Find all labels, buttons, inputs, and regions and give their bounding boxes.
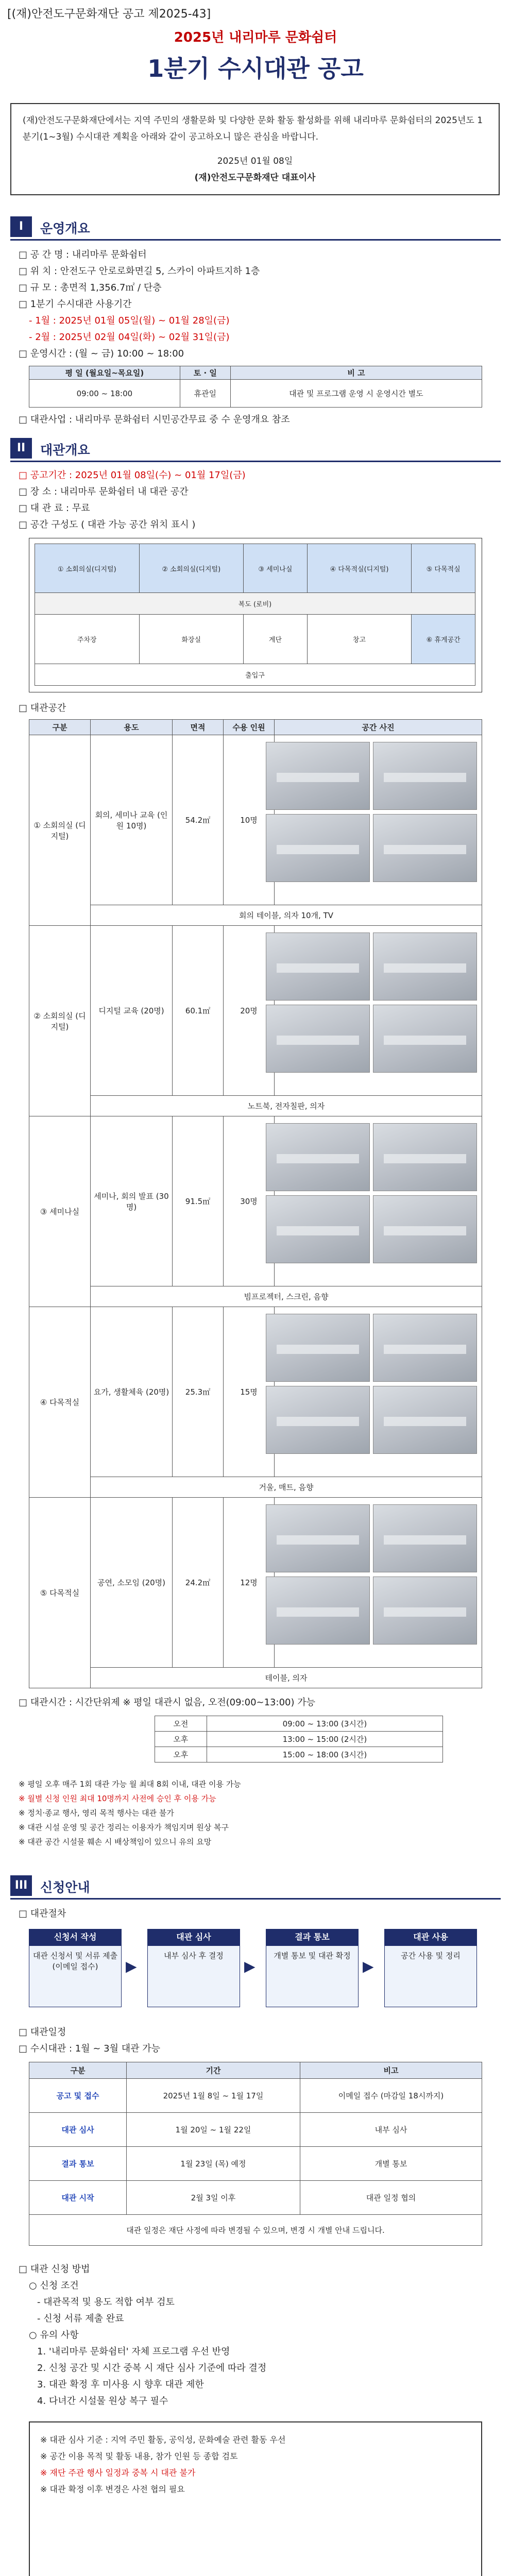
section-title: 운영개요 <box>40 221 90 236</box>
apply-line: ○ 신청 조건 <box>29 2280 79 2291</box>
plan-label: 계단 <box>244 615 308 664</box>
time-table <box>155 1716 443 1762</box>
table-cell: 이메일 접수 (마감일 18시까지) <box>300 2079 482 2113</box>
rental-line: □ 장 소 : 내리마루 문화쉼터 내 대관 공간 <box>19 486 189 497</box>
apply-line: □ 대관 신청 방법 <box>19 2264 90 2275</box>
space-area: 24.2㎡ <box>173 1498 224 1668</box>
apply-line: - 신청 서류 제출 완료 <box>37 2313 124 2324</box>
section-number: II <box>10 438 32 459</box>
schedule-table <box>29 2062 482 2246</box>
space-equipment: 회의 테이블, 의자 10개, TV <box>91 905 482 926</box>
rental-line: □ 대 관 료 : 무료 <box>19 503 90 514</box>
table-cell: 결과 통보 <box>29 2147 127 2181</box>
plan-room: ⑥ 휴게공간 <box>412 615 475 664</box>
table-header: 구분 <box>29 2062 127 2079</box>
arrow-right-icon: ▶ <box>244 1958 256 1975</box>
intro-date: 2025년 01월 08일 <box>217 156 293 166</box>
plan-label: 화장실 <box>139 615 244 664</box>
table-cell: 1월 20일 ~ 1월 22일 <box>127 2113 300 2147</box>
table-header: 수용 인원 <box>224 720 275 735</box>
table-header: 공간 사진 <box>275 720 482 735</box>
space-use: 디지털 교육 (20명) <box>91 926 173 1096</box>
room-photo <box>266 1314 370 1382</box>
table-cell: 휴관일 <box>180 380 230 408</box>
space-equipment: 빔프로젝터, 스크린, 음향 <box>91 1286 482 1307</box>
plan-label: 복도 (로비) <box>35 593 475 615</box>
table-cell: 2월 3일 이후 <box>127 2181 300 2215</box>
section-header-rental <box>10 438 501 462</box>
apply-line: □ 대관일정 <box>19 2027 66 2038</box>
plan-room: ① 소회의실(디지털) <box>35 544 140 593</box>
intro-org: (재)안전도구문화재단 대표이사 <box>194 172 316 183</box>
space-use: 회의, 세미나 교육 (인원 10명) <box>91 735 173 905</box>
table-cell: 09:00 ~ 13:00 (3시간) <box>207 1716 442 1732</box>
rental-line: □ 대관시간 : 시간단위제 ※ 평일 대관시 없음, 오전(09:00~13:00) 가능 <box>19 1697 316 1708</box>
table-cell: 오후 <box>155 1747 207 1762</box>
space-capacity: 10명 <box>224 735 275 905</box>
room-photo <box>373 814 477 882</box>
space-name: ① 소회의실 (디지털) <box>29 735 91 926</box>
rule-line: ※ 대관 확정 이후 변경은 사전 협의 필요 <box>40 2484 185 2494</box>
apply-line: □ 대관절차 <box>19 1908 66 1919</box>
table-header: 구분 <box>29 720 91 735</box>
flow-step-body: 개별 통보 및 대관 확정 <box>266 1945 359 2007</box>
room-photo <box>266 933 370 1001</box>
title-block <box>34 27 477 84</box>
table-cell: 대관 일정 협의 <box>300 2181 482 2215</box>
room-photo <box>266 1577 370 1645</box>
rule-line: ※ 대관 심사 기준 : 지역 주민 활동, 공익성, 문화예술 관련 활동 우선 <box>40 2435 286 2445</box>
apply-line: □ 수시대관 : 1월 ~ 3월 대관 가능 <box>19 2043 160 2054</box>
table-cell: 1월 23일 (목) 예정 <box>127 2147 300 2181</box>
space-capacity: 12명 <box>224 1498 275 1668</box>
space-name: ② 소회의실 (디지털) <box>29 926 91 1116</box>
space-use: 공연, 소모임 (20명) <box>91 1498 173 1668</box>
space-name: ③ 세미나실 <box>29 1116 91 1307</box>
arrow-right-icon: ▶ <box>363 1958 374 1975</box>
flow-step-title: 대관 사용 <box>384 1929 477 1945</box>
section-title: 대관개요 <box>40 443 90 457</box>
apply-line: 4. 다녀간 시설물 원상 복구 필수 <box>37 2396 168 2406</box>
table-cell: 대관 시작 <box>29 2181 127 2215</box>
plan-label: 출입구 <box>35 664 475 685</box>
room-photo <box>266 814 370 882</box>
rule-box <box>29 2421 482 2576</box>
table-cell: 오전 <box>155 1716 207 1732</box>
space-capacity: 30명 <box>224 1116 275 1286</box>
apply-line: - 대관목적 및 용도 적합 여부 검토 <box>37 2297 175 2308</box>
overview-line: - 1월 : 2025년 01월 05일(월) ~ 01월 28일(금) <box>29 315 230 326</box>
table-header: 용도 <box>91 720 173 735</box>
floor-plan-grid <box>35 544 475 686</box>
table-cell: 2025년 1월 8일 ~ 1월 17일 <box>127 2079 300 2113</box>
table-cell: 오후 <box>155 1732 207 1747</box>
plan-room: ③ 세미나실 <box>244 544 308 593</box>
rental-note: ※ 월별 신청 인원 최대 10명까지 사전에 승인 후 이용 가능 <box>19 1794 216 1803</box>
space-area: 54.2㎡ <box>173 735 224 905</box>
table-header: 면적 <box>173 720 224 735</box>
plan-label: 주차장 <box>35 615 140 664</box>
space-use: 세미나, 회의 발표 (30명) <box>91 1116 173 1286</box>
flow-step-body: 내부 심사 후 결정 <box>147 1945 240 2007</box>
rental-line: □ 공고기간 : 2025년 01월 08일(수) ~ 01월 17일(금) <box>19 470 246 481</box>
notice-number: [(재)안전도구문화재단 공고 제2025-43] <box>7 8 211 21</box>
rental-note: ※ 평일 오후 매주 1회 대관 가능 월 최대 8회 이내, 대관 이용 가능 <box>19 1780 241 1789</box>
rental-note: ※ 대관 공간 시설물 훼손 시 배상책임이 있으니 유의 요망 <box>19 1837 212 1846</box>
rental-line: □ 대관공간 <box>19 703 66 714</box>
plan-room: ② 소회의실(디지털) <box>139 544 244 593</box>
schedule-note: 대관 일정은 재단 사정에 따라 변경될 수 있으며, 변경 시 개별 안내 드립니다. <box>29 2215 482 2246</box>
section-header-overview <box>10 216 501 241</box>
overview-line: □ 대관사업 : 내리마루 문화쉼터 시민공간무료 중 수 운영개요 참조 <box>19 414 290 425</box>
flow-step-body: 공간 사용 및 정리 <box>384 1945 477 2007</box>
overview-line: □ 위 치 : 안전도구 안로로화면길 5, 스카이 아파트지하 1층 <box>19 266 260 277</box>
room-photo <box>373 1123 477 1191</box>
room-photo <box>266 1195 370 1263</box>
section-number: I <box>10 216 32 237</box>
table-header: 평 일 (월요일~목요일) <box>29 366 180 380</box>
space-area: 25.3㎡ <box>173 1307 224 1477</box>
plan-room: ④ 다목적실(디지털) <box>307 544 412 593</box>
room-photo <box>373 742 477 810</box>
rental-note: ※ 대관 시설 운영 및 공간 정리는 이용자가 책임지며 원상 복구 <box>19 1823 229 1832</box>
space-equipment: 거울, 매트, 음향 <box>91 1477 482 1498</box>
rental-note: ※ 정치·종교 행사, 영리 목적 행사는 대관 불가 <box>19 1808 174 1818</box>
table-header: 비고 <box>300 2062 482 2079</box>
overview-line: □ 운영시간 : (월 ~ 금) 10:00 ~ 18:00 <box>19 348 184 359</box>
room-photo <box>373 1195 477 1263</box>
table-cell: 대관 심사 <box>29 2113 127 2147</box>
table-header: 비 고 <box>230 366 482 380</box>
table-cell: 대관 및 프로그램 운영 시 운영시간 별도 <box>230 380 482 408</box>
floor-plan <box>29 538 482 692</box>
flow-step-title: 대관 심사 <box>147 1929 240 1945</box>
plan-label: 창고 <box>307 615 412 664</box>
flow-step-title: 신청서 작성 <box>29 1929 122 1945</box>
room-photo <box>373 933 477 1001</box>
rental-line: □ 공간 구성도 ( 대관 가능 공간 위치 표시 ) <box>19 519 196 530</box>
space-use: 요가, 생활체육 (20명) <box>91 1307 173 1477</box>
flow-step-title: 결과 통보 <box>266 1929 359 1945</box>
table-cell: 13:00 ~ 15:00 (2시간) <box>207 1732 442 1747</box>
room-photo <box>373 1577 477 1645</box>
table-cell: 09:00 ~ 18:00 <box>29 380 180 408</box>
page-subtitle: 2025년 내리마루 문화쉼터 <box>174 30 337 45</box>
section-title: 신청안내 <box>40 1880 90 1895</box>
intro-text: (재)안전도구문화재단에서는 지역 주민의 생활문화 및 다양한 문화 활동 활성화를 위해 내리마루 문화쉼터의 2025년도 1분기(1~3월) 수시대관 계획을 아래와 같이 공고하오니 많은 관심을 바랍니다. <box>23 115 483 143</box>
room-photo <box>266 1123 370 1191</box>
table-cell: 내부 심사 <box>300 2113 482 2147</box>
table-row <box>29 2079 482 2113</box>
space-capacity: 15명 <box>224 1307 275 1477</box>
rule-line: ※ 공간 이용 목적 및 활동 내용, 참가 인원 등 종합 검토 <box>40 2451 238 2461</box>
section-number: III <box>10 1875 32 1896</box>
apply-line: 2. 신청 공간 및 시간 중복 시 재단 심사 기준에 따라 결정 <box>37 2363 267 2374</box>
hours-table <box>29 366 482 408</box>
table-row <box>29 2147 482 2181</box>
space-equipment: 테이블, 의자 <box>91 1668 482 1688</box>
overview-line: □ 1분기 수시대관 사용기간 <box>19 299 132 310</box>
table-row <box>29 2181 482 2215</box>
space-equipment: 노트북, 전자칠판, 의자 <box>91 1096 482 1116</box>
table-cell: 공고 및 접수 <box>29 2079 127 2113</box>
room-photo <box>266 1386 370 1454</box>
apply-line: 1. '내리마루 문화쉼터' 자체 프로그램 우선 반영 <box>37 2346 230 2357</box>
room-photo <box>373 1005 477 1073</box>
table-header: 기간 <box>127 2062 300 2079</box>
table-cell: 15:00 ~ 18:00 (3시간) <box>207 1747 442 1762</box>
plan-room: ⑤ 다목적실 <box>412 544 475 593</box>
apply-line: ○ 유의 사항 <box>29 2330 79 2341</box>
table-header: 토 · 일 <box>180 366 230 380</box>
section-header-apply <box>10 1875 501 1900</box>
overview-line: - 2월 : 2025년 02월 04일(화) ~ 02월 31일(금) <box>29 332 230 343</box>
space-area: 91.5㎡ <box>173 1116 224 1286</box>
apply-line: 3. 대관 확정 후 미사용 시 향후 대관 제한 <box>37 2379 204 2390</box>
space-capacity: 20명 <box>224 926 275 1096</box>
space-area: 60.1㎡ <box>173 926 224 1096</box>
overview-line: □ 규 모 : 총면적 1,356.7㎡ / 단층 <box>19 282 162 293</box>
room-photo <box>266 1504 370 1572</box>
rule-line: ※ 재단 주관 행사 일정과 중복 시 대관 불가 <box>40 2468 196 2478</box>
table-cell: 개별 통보 <box>300 2147 482 2181</box>
page-title: 1분기 수시대관 공고 <box>147 55 364 82</box>
room-photo <box>266 742 370 810</box>
room-photo <box>373 1314 477 1382</box>
room-photo <box>373 1504 477 1572</box>
space-name: ④ 다목적실 <box>29 1307 91 1498</box>
intro-box <box>10 103 500 195</box>
arrow-right-icon: ▶ <box>126 1958 137 1975</box>
flow-step-body: 대관 신청서 및 서류 제출 (이메일 접수) <box>29 1945 122 2007</box>
room-photo <box>266 1005 370 1073</box>
overview-line: □ 공 간 명 : 내리마루 문화쉼터 <box>19 249 147 260</box>
room-photo <box>373 1386 477 1454</box>
table-row <box>29 2113 482 2147</box>
space-name: ⑤ 다목적실 <box>29 1498 91 1688</box>
